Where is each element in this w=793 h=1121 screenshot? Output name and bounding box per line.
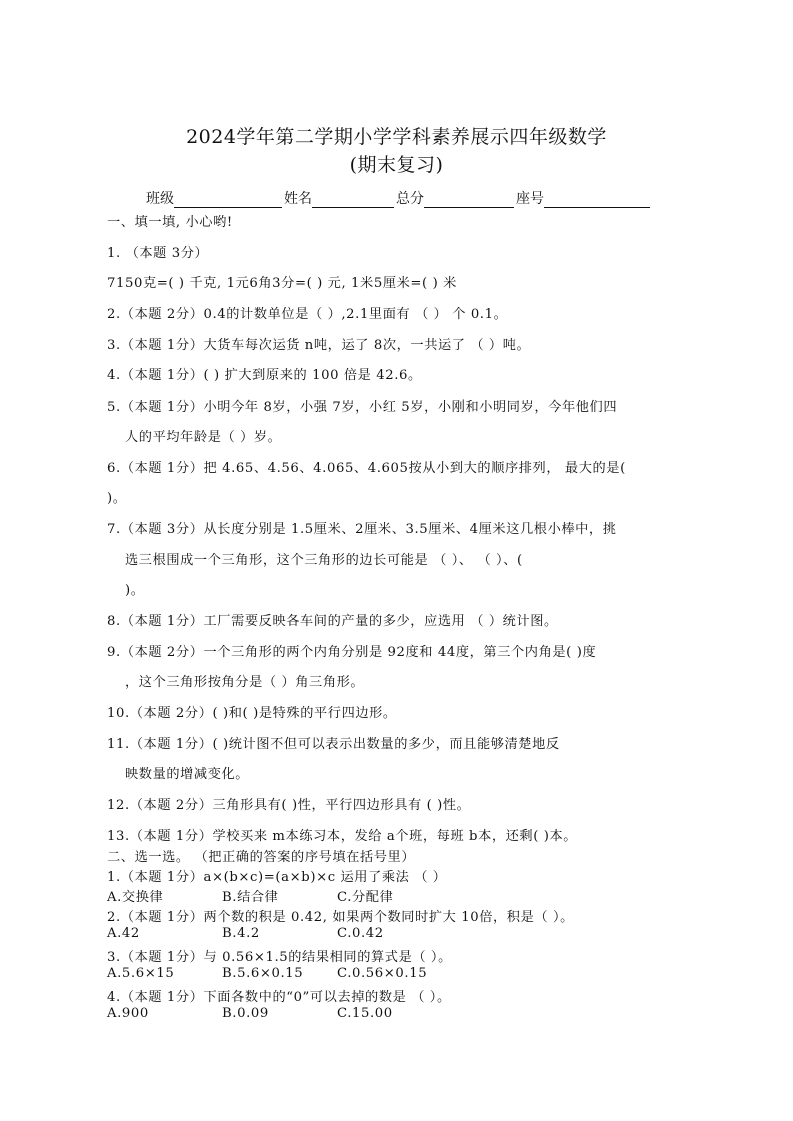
question-line: 映数量的增减变化。 <box>125 767 250 782</box>
mc-question-stem: 3.（本题 1分）与 0.56×1.5的结果相同的算式是（ ）。 <box>107 950 452 965</box>
question-line: 9.（本题 2分）一个三角形的两个内角分别是 92度和 44度，第三个内角是( )度 <box>107 645 597 660</box>
option-b[interactable]: B.5.6×0.15 <box>222 966 304 981</box>
exam-title: 2024学年第二学期小学学科素养展示四年级数学 <box>186 126 607 148</box>
exam-subtitle: (期末复习) <box>349 154 444 176</box>
question-line: 7150克=( ) 千克, 1元6角3分=( ) 元, 1米5厘米=( ) 米 <box>107 276 457 291</box>
section1-heading: 一、填一填, 小心哟! <box>107 215 233 230</box>
question-line: 5.（本题 1分）小明今年 8岁，小强 7岁，小红 5岁，小刚和小明同岁，今年他们四 <box>107 400 618 415</box>
section2-heading: 二、选一选。 （把正确的答案的序号填在括号里） <box>107 850 416 865</box>
question-line: 1. （本题 3分） <box>107 246 209 261</box>
question-line: 3.（本题 1分）大货车每次运货 n吨，运了 8次，一共运了 （ ）吨。 <box>107 338 531 353</box>
option-a[interactable]: A.42 <box>107 926 140 941</box>
question-line: 6.（本题 1分）把 4.65、4.56、4.065、4.605按从小到大的顺序排列， 最大的是( <box>107 461 626 476</box>
mc-options <box>107 966 427 981</box>
question-line: 11.（本题 1分）( )统计图不但可以表示出数量的多少，而且能够清楚地反 <box>107 737 560 752</box>
mc-options <box>107 1006 393 1021</box>
question-line: ，这个三角形按角分是（ ）角三角形。 <box>125 675 365 690</box>
option-a[interactable]: A.900 <box>107 1006 149 1021</box>
class-label: 班级 <box>146 191 174 207</box>
option-c[interactable]: C.分配律 <box>337 890 394 905</box>
question-line: 2.（本题 2分）0.4的计数单位是（ ）,2.1里面有 （ ） 个 0.1。 <box>107 307 508 322</box>
option-b[interactable]: B.4.2 <box>222 926 260 941</box>
option-c[interactable]: C.15.00 <box>337 1006 393 1021</box>
question-line: 人的平均年龄是（ ）岁。 <box>125 430 282 445</box>
mc-question-stem: 1.（本题 1分）a×(b×c)=(a×b)×c 运用了乘法 （ ） <box>107 870 447 885</box>
option-c[interactable]: C.0.42 <box>337 926 384 941</box>
option-a[interactable]: A.交换律 <box>107 890 164 905</box>
question-line: 8.（本题 1分）工厂需要反映各车间的产量的多少，应选用 （ ）统计图。 <box>107 614 558 629</box>
question-line: )。 <box>107 491 127 506</box>
mc-options <box>107 926 384 941</box>
question-line: 13.（本题 1分）学校买来 m本练习本，发给 a个班，每班 b本，还剩( )本。 <box>107 829 578 844</box>
total-blank[interactable] <box>424 193 514 208</box>
question-line: 7.（本题 3分）从长度分别是 1.5厘米、2厘米、3.5厘米、4厘米这几根小棒中，挑 <box>107 522 617 537</box>
name-blank[interactable] <box>312 193 394 208</box>
name-label: 姓名 <box>284 191 312 207</box>
question-line: 4.（本题 1分）( ) 扩大到原来的 100 倍是 42.6。 <box>107 368 422 383</box>
question-line: 选三根围成一个三角形，这个三角形的边长可能是 （ ）、 （ ）、( <box>125 553 523 568</box>
total-label: 总分 <box>396 191 424 207</box>
question-line: 12.（本题 2分）三角形具有( )性，平行四边形具有 ( )性。 <box>107 798 471 813</box>
class-blank[interactable] <box>174 193 282 208</box>
option-b[interactable]: B.0.09 <box>222 1006 269 1021</box>
mc-options <box>107 886 393 905</box>
mc-question-stem: 2.（本题 1分）两个数的积是 0.42, 如果两个数同时扩大 10倍，积是（ ）。 <box>107 910 574 925</box>
seat-blank[interactable] <box>544 193 650 208</box>
option-c[interactable]: C.0.56×0.15 <box>337 966 428 981</box>
seat-label: 座号 <box>516 191 544 207</box>
question-line: )。 <box>125 583 145 598</box>
option-a[interactable]: A.5.6×15 <box>107 966 175 981</box>
mc-question-stem: 4.（本题 1分）下面各数中的“0”可以去掉的数是 （ ）。 <box>107 990 451 1005</box>
option-b[interactable]: B.结合律 <box>222 890 279 905</box>
student-info-row <box>146 188 652 208</box>
question-line: 10.（本题 2分）( )和( )是特殊的平行四边形。 <box>107 706 397 721</box>
